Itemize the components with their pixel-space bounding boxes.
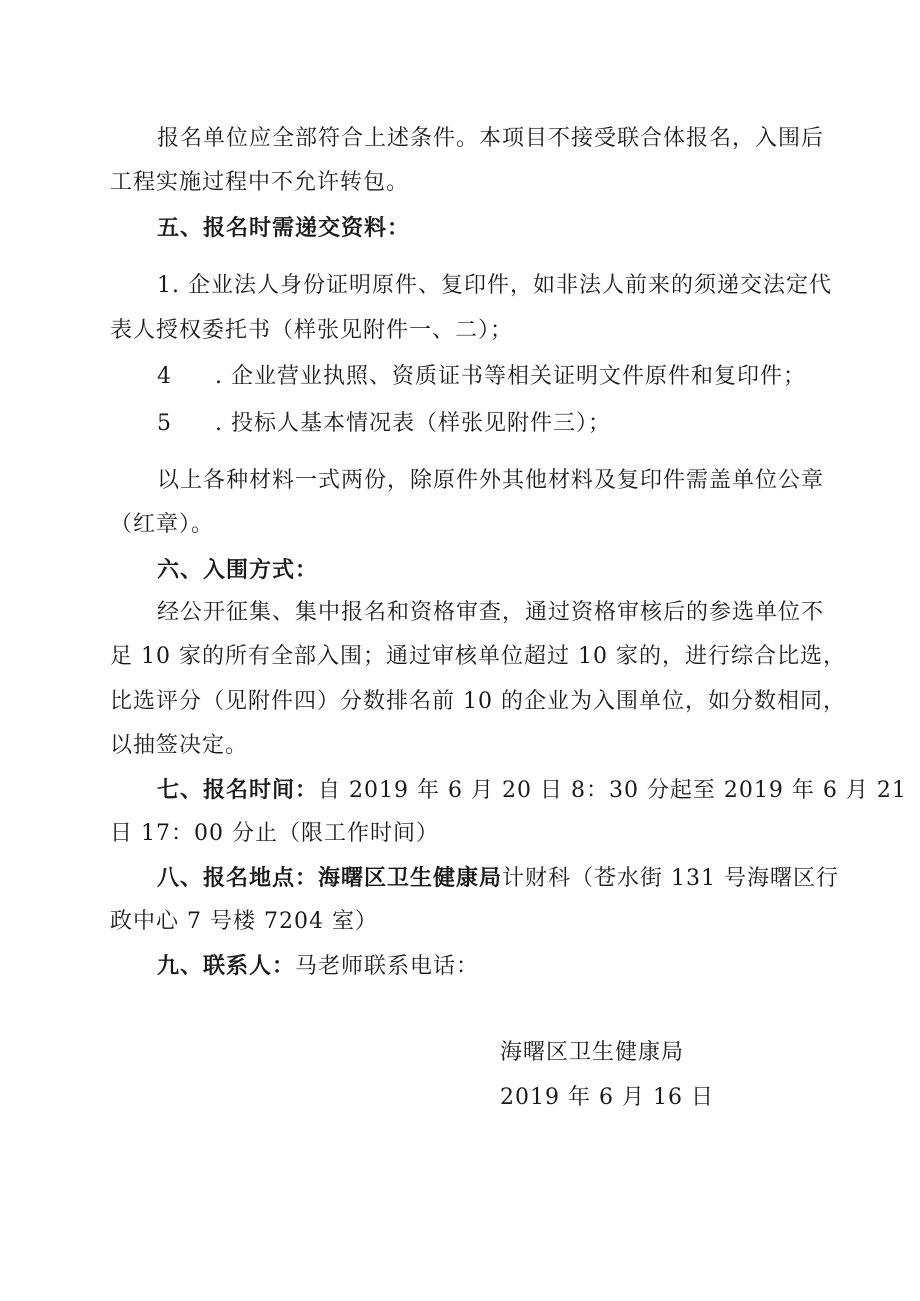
section-text: 计财科（苍水街 131 号海曙区行 bbox=[502, 866, 840, 891]
section-heading: 八、报名地点： bbox=[157, 865, 319, 891]
section-text: 马老师联系电话： bbox=[295, 954, 480, 979]
list-number: 5 bbox=[157, 411, 172, 436]
section-line bbox=[157, 863, 840, 894]
list-text: . 企业营业执照、资质证书等相关证明文件原件和复印件； bbox=[215, 364, 806, 389]
paragraph-line: 政中心 7 号楼 7204 室） bbox=[110, 909, 378, 934]
list-item-continuation: 表人授权委托书（样张见附件一、二）； bbox=[110, 318, 514, 343]
paragraph-line: （红章）。 bbox=[110, 512, 215, 537]
section-heading: 五、报名时需递交资料： bbox=[157, 215, 411, 241]
paragraph-line: 以上各种材料一式两份，除原件外其他材料及复印件需盖单位公章 bbox=[157, 468, 825, 493]
organization-name: 海曙区卫生健康局 bbox=[318, 865, 503, 891]
list-item: 1. 企业法人身份证明原件、复印件，如非法人前来的须递交法定代 bbox=[157, 273, 832, 298]
section-heading: 六、入围方式： bbox=[157, 557, 319, 583]
section-heading: 七、报名时间： bbox=[157, 777, 319, 803]
list-number: 4 bbox=[157, 364, 172, 389]
section-heading: 九、联系人： bbox=[157, 953, 296, 979]
paragraph-line: 经公开征集、集中报名和资格审查，通过资格审核后的参选单位不 bbox=[157, 600, 825, 625]
list-item bbox=[157, 409, 837, 439]
paragraph-line: 比选评分（见附件四）分数排名前 10 的企业为入围单位，如分数相同， bbox=[110, 689, 846, 714]
section-text: 自 2019 年 6 月 20 日 8：30 分起至 2019 年 6 月 21 bbox=[318, 778, 907, 803]
section-line bbox=[157, 775, 907, 806]
paragraph-line: 工程实施过程中不允许转包。 bbox=[110, 170, 410, 195]
paragraph-line: 以抽签决定。 bbox=[110, 733, 249, 758]
signature-date: 2019 年 6 月 16 日 bbox=[500, 1085, 714, 1110]
paragraph-line: 报名单位应全部符合上述条件。本项目不接受联合体报名，入围后 bbox=[157, 126, 825, 151]
paragraph-line: 日 17：00 分止（限工作时间） bbox=[110, 821, 439, 846]
signature-org: 海曙区卫生健康局 bbox=[500, 1040, 685, 1065]
list-text: . 投标人基本情况表（样张见附件三）； bbox=[215, 411, 611, 436]
section-line bbox=[157, 951, 837, 982]
paragraph-line: 足 10 家的所有全部入围；通过审核单位超过 10 家的，进行综合比选， bbox=[110, 644, 846, 669]
list-item bbox=[157, 362, 837, 392]
